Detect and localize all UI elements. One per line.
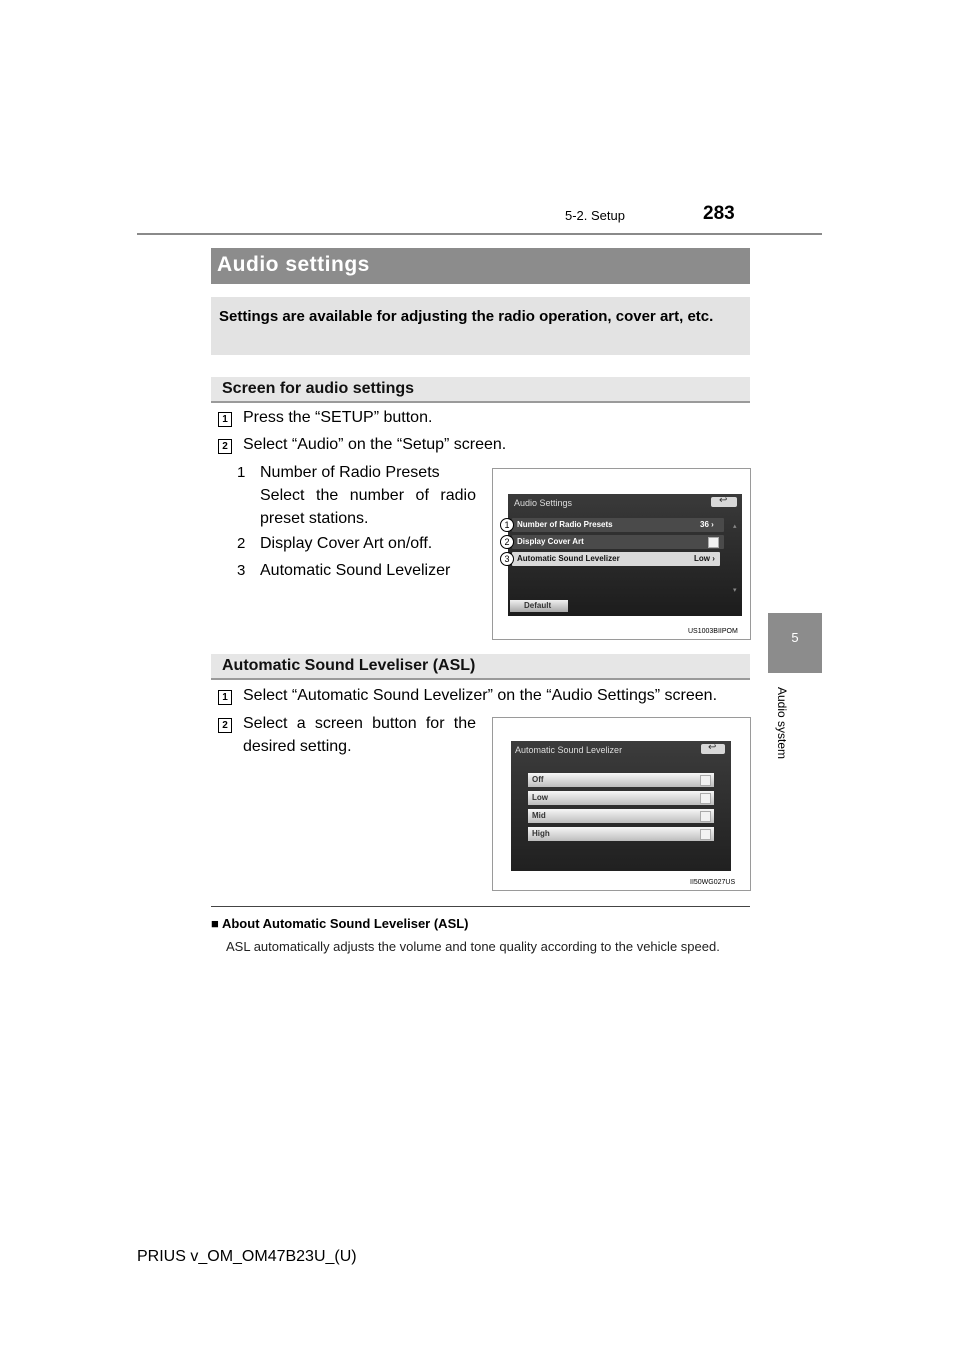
intro-box [211,297,750,355]
callout-number: 1 [500,518,514,532]
image-caption: US1003BIIPOM [688,628,738,635]
page-title: Audio settings [217,253,370,276]
header-rule [137,233,822,235]
option-high [528,827,714,841]
step-text: desired setting. [243,738,352,755]
scroll-down-icon: ▾ [733,587,737,594]
option-label: High [532,829,550,838]
row-label: Display Cover Art [517,537,584,546]
step-number-box: 1 [218,690,232,705]
image-caption: II50WG027US [690,879,736,886]
subheading-asl [211,654,750,680]
item-text: preset stations. [260,510,369,527]
checkbox-icon [700,775,711,786]
item-number: 2 [237,535,246,552]
item-text: Number of Radio Presets [260,464,440,481]
about-heading: ■ About Automatic Sound Leveliser (ASL) [211,916,469,931]
chapter-number: 5 [791,630,799,645]
option-label: Off [532,775,544,784]
back-arrow-icon: ↩ [708,742,717,753]
row-label: Number of Radio Presets [517,520,613,529]
screen-title: Audio Settings [514,498,573,508]
step-number-box: 2 [218,439,232,454]
checkbox-icon [700,811,711,822]
page-title-bar [211,248,750,284]
item-text: Display Cover Art on/off. [260,535,433,552]
row-value: 36 › [700,520,714,529]
step-text: Select a screen button for the [243,715,476,732]
callout-number: 3 [500,552,514,566]
default-button [510,600,568,612]
list-item-selected [512,552,720,566]
back-arrow-icon: ↩ [719,495,728,506]
subheading-text: Automatic Sound Leveliser (ASL) [222,657,476,674]
step-text: Select “Automatic Sound Levelizer” on the “Audio Settings” screen. [243,687,718,704]
about-body: ASL automatically adjusts the volume and tone quality according to the vehicle speed. [226,939,720,954]
default-label: Default [524,601,552,610]
list-item [512,535,724,549]
screen-title: Automatic Sound Levelizer [515,745,623,755]
step-text: Press the “SETUP” button. [243,409,433,426]
checkbox-icon [708,537,719,548]
footer-code: PRIUS v_OM_OM47B23U_(U) [137,1248,357,1265]
chapter-tab [768,613,822,673]
option-low [528,791,714,805]
checkbox-icon [700,793,711,804]
chapter-label: Audio system [775,686,789,760]
list-item [512,518,724,532]
section-divider [211,906,750,907]
item-text: Automatic Sound Levelizer [260,562,451,579]
back-button [701,744,725,754]
scroll-up-icon: ▴ [733,523,737,530]
audio-settings-screenshot [508,494,742,616]
intro-text: Settings are available for adjusting the radio operation, cover art, etc. [219,308,714,325]
option-off [528,773,714,787]
step-number-box: 1 [218,412,232,427]
item-number: 1 [237,464,246,481]
item-text: Select the number of radio [260,487,476,504]
option-mid [528,809,714,823]
subheading-screen-audio [211,377,750,403]
row-value: Low › [694,554,715,563]
row-label: Automatic Sound Levelizer [517,554,620,563]
subheading-text: Screen for audio settings [222,380,415,397]
option-label: Mid [532,811,546,820]
asl-screenshot [511,741,731,871]
item-number: 3 [237,562,246,579]
step-text: Select “Audio” on the “Setup” screen. [243,436,507,453]
option-label: Low [532,793,548,802]
checkbox-icon [700,829,711,840]
callout-number: 2 [500,535,514,549]
back-button [711,497,737,507]
step-number-box: 2 [218,718,232,733]
section-label: 5-2. Setup [565,208,625,223]
page-number: 283 [703,203,735,224]
